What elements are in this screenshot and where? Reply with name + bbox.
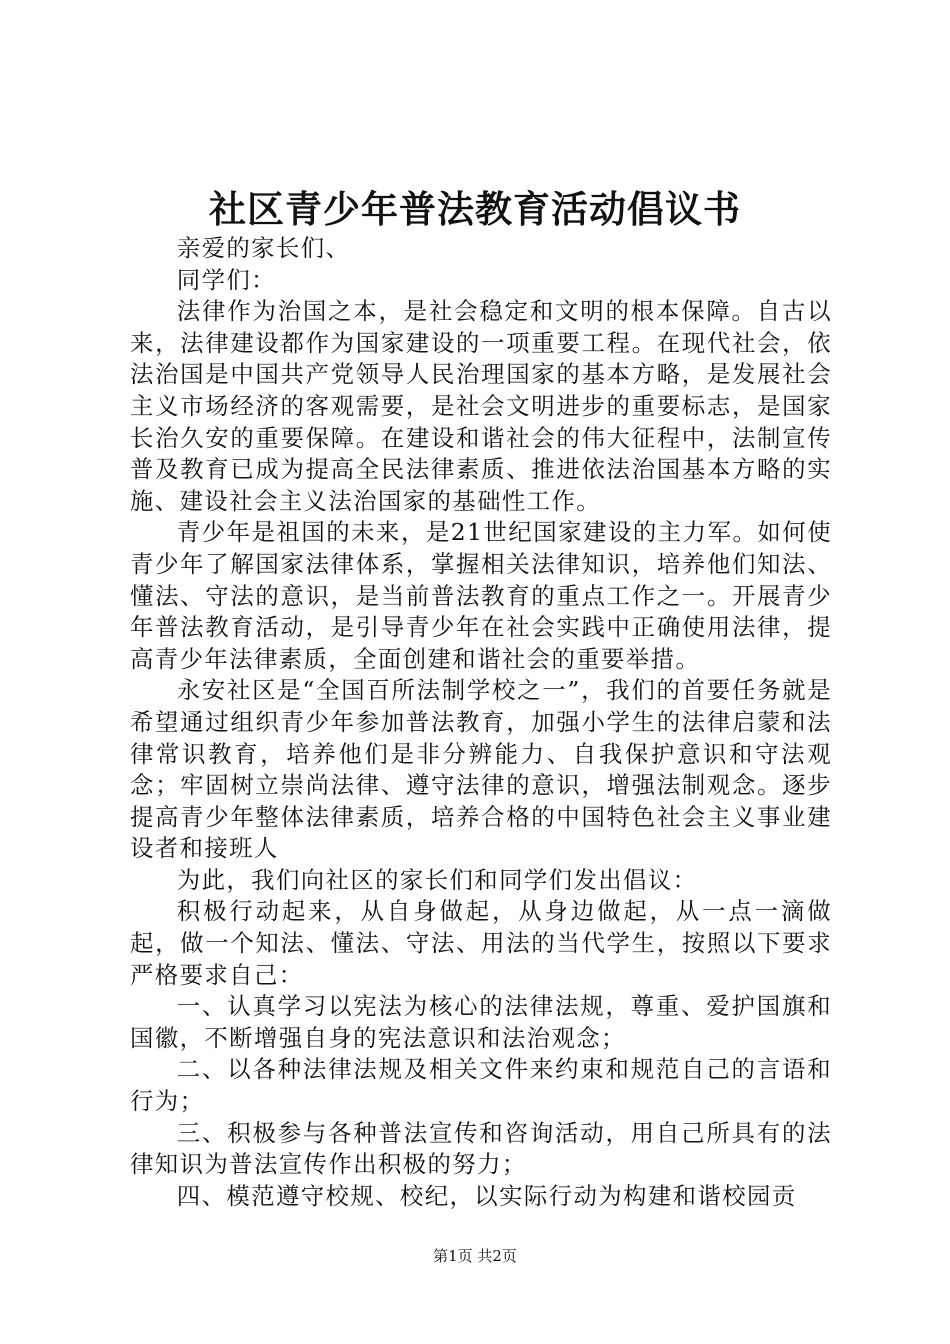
document-title: 社区青少年普法教育活动倡议书 <box>209 187 741 231</box>
proposal-item-4: 四、模范遵守校规、校纪，以实际行动为构建和谐校园贡 <box>176 1181 797 1210</box>
proposal-item-3: 三、积极参与各种普法宣传和咨询活动，用自己所具有的法律知识为普法宣传作出积极的努力； <box>130 1118 832 1179</box>
paragraph-law-foundation: 法律作为治国之本，是社会稳定和文明的根本保障。自古以来，法律建设都作为国家建设的一项重要工程。在现代社会，依法治国是中国共产党领导人民治理国家的基本方略，是发展社会主义市场经济的客观需要，是社会文明进步的重要标志，是国家长治久安的重要保障。在建设和谐社会的伟大征程中，法制宣传普及教育已成为提高全民法律素质、推进依法治国基本方略的实施、建设社会主义法治国家的基础性工作。 <box>130 297 832 515</box>
paragraph-youth-future: 青少年是祖国的未来，是21世纪国家建设的主力军。如何使青少年了解国家法律体系，掌握相关法律知识，培养他们知法、懂法、守法的意识，是当前普法教育的重点工作之一。开展青少年普法教育活动，是引导青少年在社会实践中正确使用法律，提高青少年法律素质，全面创建和谐社会的重要举措。 <box>130 518 832 673</box>
document-body <box>130 233 832 1212</box>
salutation-line-2: 同学们： <box>176 265 276 294</box>
paragraph-community-task: 永安社区是“全国百所法制学校之一”，我们的首要任务就是希望通过组织青少年参加普法教育，加强小学生的法律启蒙和法律常识教育，培养他们是非分辨能力、自我保护意识和守法观念；牢固树立崇尚法律、遵守法律的意识，增强法制观念。逐步提高青少年整体法律素质，培养合格的中国特色社会主义事业建设者和接班人 <box>130 676 832 863</box>
paragraph-proposal-intro: 为此，我们向社区的家长们和同学们发出倡议： <box>176 865 698 894</box>
proposal-item-2: 二、以各种法律法规及相关文件来约束和规范自己的言语和行为； <box>130 1055 832 1116</box>
page-footer: 第1页 共2页 <box>433 1247 517 1265</box>
paragraph-call-to-action: 积极行动起来，从自身做起，从身边做起，从一点一滴做起，做一个知法、懂法、守法、用法的当代学生，按照以下要求严格要求自己： <box>130 897 832 989</box>
salutation-line-1: 亲爱的家长们、 <box>176 234 351 262</box>
proposal-item-1: 一、认真学习以宪法为核心的法律法规，尊重、爱护国旗和国徽，不断增强自身的宪法意识和法治观念； <box>130 992 832 1052</box>
